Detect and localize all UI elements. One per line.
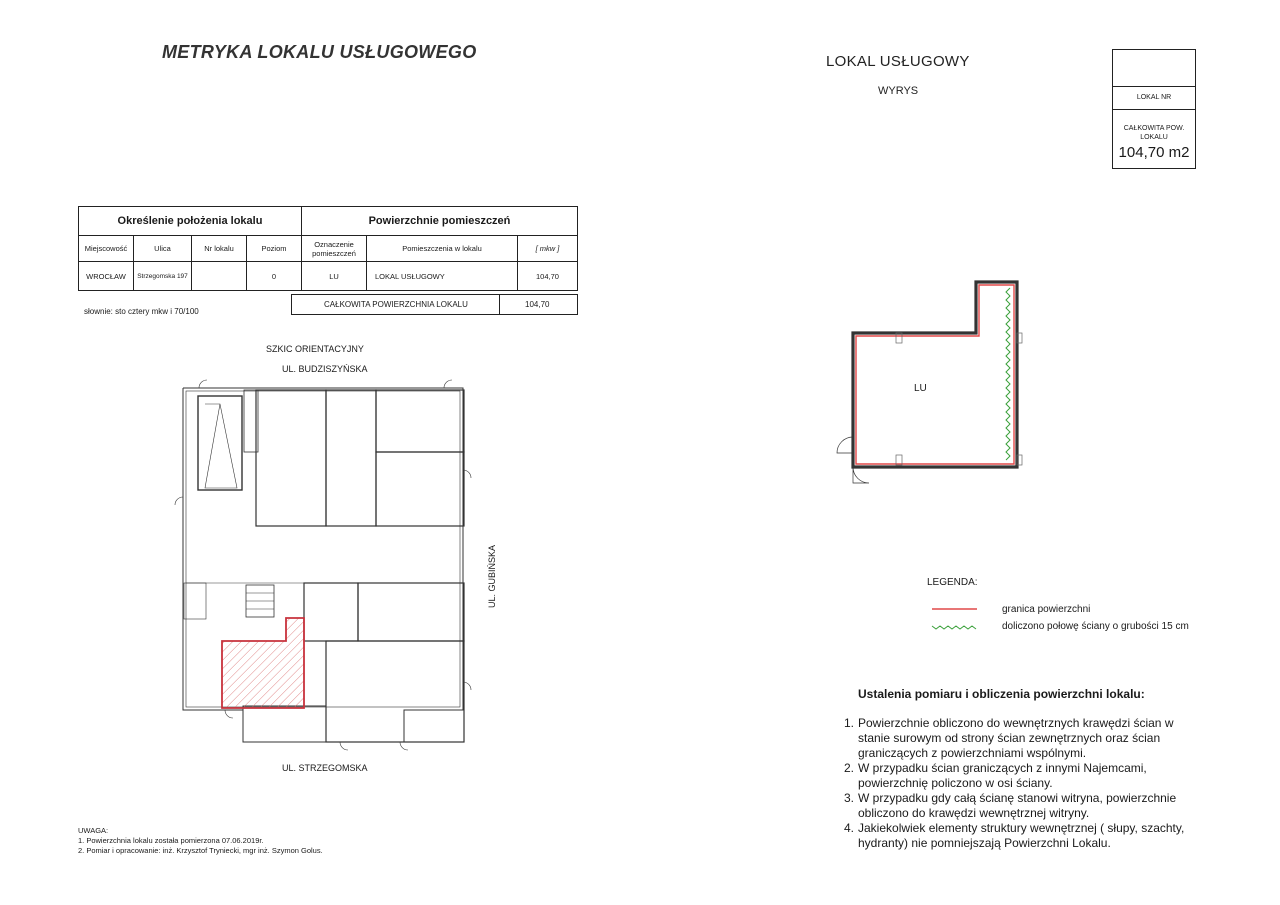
area-in-words: słownie: sto cztery mkw i 70/100 [84,307,199,316]
stair-core [198,396,242,490]
cell-oznaczenie: LU [302,262,367,291]
room-label-lu: LU [914,383,927,394]
plan-subtitle: WYRYS [878,85,919,97]
street-right-label: UL. GUBIŃSKA [487,544,497,608]
unit-top-3 [376,390,464,452]
unit-top-4 [376,452,464,526]
unit-top-2 [326,390,376,526]
total-label: CAŁKOWITA POWIERZCHNIA LOKALU [324,300,468,309]
legend-item-wall: doliczono połowę ściany o grubości 15 cm [1002,621,1189,632]
total-value: 104,70 [525,300,550,309]
unit-lower-2 [358,583,464,641]
rule-text: Jakiekolwiek elementy struktury wewnętrznej ( słupy, szachty, hydranty) nie pomniejszają Powierzchni Lokalu. [858,821,1185,850]
area-label-line1: CAŁKOWITA POW. [1123,125,1185,132]
rule-text: W przypadku gdy całą ścianę stanowi witryna, powierzchnie obliczono do krawędzi wewnętrznej witryny. [858,791,1177,820]
document-title: METRYKA LOKALU USŁUGOWEGO [162,42,477,62]
rule-item [844,716,1204,761]
cell-pomieszczenie: LOKAL USŁUGOWY [367,262,518,291]
unit-lower-1 [304,583,358,641]
notes-line-2: 2. Pomiar i opracowanie: inż. Krzysztof Tryniecki, mgr inż. Szymon Golus. [78,846,323,855]
area-value: 104,70 m2 [1118,144,1190,161]
col-oznaczenie-1: Oznaczenie [314,239,354,249]
rule-item [844,791,1204,821]
rule-number: 1. [844,716,855,730]
cell-miejscowosc: WROCŁAW [79,262,134,291]
legend-title: LEGENDA: [927,577,978,588]
cell-ulica: Strzegomska 197 [134,262,192,291]
cell-poziom: 0 [247,262,302,291]
rule-item [844,821,1204,851]
rule-text: Powierzchnie obliczono do wewnętrznych krawędzi ścian w stanie surowym od strony ścian zewnętrznych oraz ścian graniczących z powierzchniami wspólnymi. [858,716,1174,760]
notes-line-1: 1. Powierzchnia lokalu została pomierzona 07.06.2019r. [78,836,264,845]
sketch-title: SZKIC ORIENTACYJNY [266,344,364,354]
section-left-header: Określenie położenia lokalu [79,207,302,236]
col-nr-lokalu: Nr lokalu [192,236,247,262]
rules-title: Ustalenia pomiaru i obliczenia powierzchni lokalu: [858,687,1145,701]
col-mkw: [ mkw ] [518,236,578,262]
section-right-header: Powierzchnie pomieszczeń [302,207,578,236]
legend-item-boundary: granica powierzchni [1002,604,1091,615]
col-miejscowosc: Miejscowość [79,236,134,262]
cell-mkw: 104,70 [518,262,578,291]
notes-label: UWAGA: [78,826,109,835]
unit-lower-3 [326,641,464,742]
unit-top-1 [256,390,326,526]
area-label-line2: LOKALU [1140,134,1168,141]
rule-number: 4. [844,821,855,835]
notes [78,826,323,856]
rule-item [844,761,1204,791]
rules-list [844,716,1204,851]
rule-number: 2. [844,761,855,775]
col-poziom: Poziom [247,236,302,262]
rule-text: W przypadku ścian graniczących z innymi Najemcami, powierzchnię policzono w osi ściany. [858,761,1147,790]
highlighted-unit [222,618,304,708]
col-ulica: Ulica [134,236,192,262]
lokal-nr-label: LOKAL NR [1113,87,1195,110]
col-pomieszczenia: Pomieszczenia w lokalu [367,236,518,262]
col-oznaczenie-2: pomieszczeń [312,248,356,258]
street-top-label: UL. BUDZISZYŃSKA [282,364,368,374]
street-bottom-label: UL. STRZEGOMSKA [282,763,368,773]
unit-plan [837,282,1022,483]
rule-number: 3. [844,791,855,805]
legend-wall-swatch [932,626,976,629]
plan-title: LOKAL USŁUGOWY [826,53,970,70]
